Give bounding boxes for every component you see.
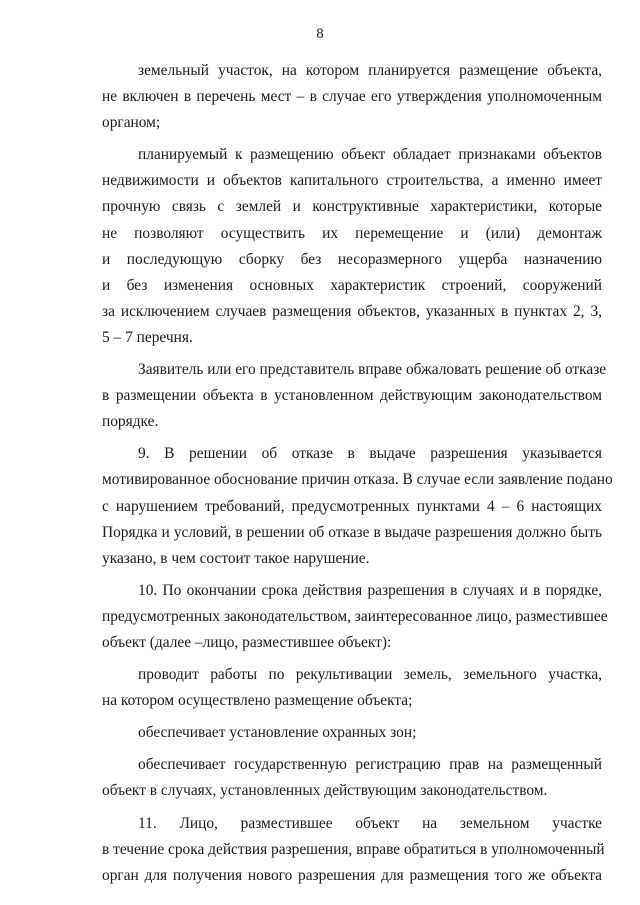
text-line: 9. В решении об отказе в выдаче разрешения указывается xyxy=(138,445,602,463)
text-line: обеспечивает государственную регистрацию прав на размещенный xyxy=(138,756,602,774)
text-line: мотивированное обоснование причин отказа. В случае если заявление подано xyxy=(102,471,613,489)
text-line: планируемый к размещению объект обладает признаками объектов xyxy=(138,146,602,164)
body-text xyxy=(102,58,613,889)
text-line: обеспечивает установление охранных зон; xyxy=(138,724,417,742)
text-line: не включен в перечень мест – в случае его утверждения уполномоченным xyxy=(102,88,602,106)
text-line: на котором осуществлено размещение объекта; xyxy=(102,692,413,710)
text-line: в размещении объекта в установленном действующим законодательством xyxy=(102,387,602,405)
page-number: 8 xyxy=(316,26,324,42)
text-line: земельный участок, на котором планируется размещение объекта, xyxy=(138,62,602,79)
text-line: орган для получения нового разрешения для размещения того же объекта xyxy=(102,866,602,884)
text-line: в течение срока действия разрешения, вправе обратиться в уполномоченный xyxy=(102,840,605,858)
text-line: указано, в чем состоит такое нарушение. xyxy=(102,549,370,567)
text-line: объект в случаях, установленных действующим законодательством. xyxy=(102,782,548,800)
text-line: и последующую сборку без несоразмерного ущерба назначению xyxy=(102,250,602,268)
text-line: за исключением случаев размещения объектов, указанных в пунктах 2, 3, xyxy=(102,302,602,320)
text-line: недвижимости и объектов капитального строительства, а именно имеет xyxy=(102,172,602,190)
text-line: 10. По окончании срока действия разрешения в случаях и в порядке, xyxy=(138,581,602,599)
text-line: не позволяют осуществить их перемещение и (или) демонтаж xyxy=(102,224,602,242)
text-line: прочную связь с землей и конструктивные характеристики, которые xyxy=(102,198,602,216)
text-line: Заявитель или его представитель вправе обжаловать решение об отказе xyxy=(138,361,607,379)
text-line: предусмотренных законодательством, заинтересованное лицо, разместившее xyxy=(102,607,608,625)
text-line: порядке. xyxy=(102,413,159,431)
text-line: и без изменения основных характеристик строений, сооружений xyxy=(102,276,602,294)
text-line: Порядка и условий, в решении об отказе в выдаче разрешения должно быть xyxy=(102,523,602,541)
text-line: органом; xyxy=(102,114,161,132)
text-line: 5 – 7 перечня. xyxy=(102,328,193,346)
text-line: с нарушением требований, предусмотренных пунктами 4 – 6 настоящих xyxy=(102,497,602,515)
text-line: 11. Лицо, разместившее объект на земельном участке xyxy=(138,814,602,832)
text-line: объект (далее –лицо, разместившее объект): xyxy=(102,633,392,651)
text-line: проводит работы по рекультивации земель, земельного участка, xyxy=(138,666,602,684)
